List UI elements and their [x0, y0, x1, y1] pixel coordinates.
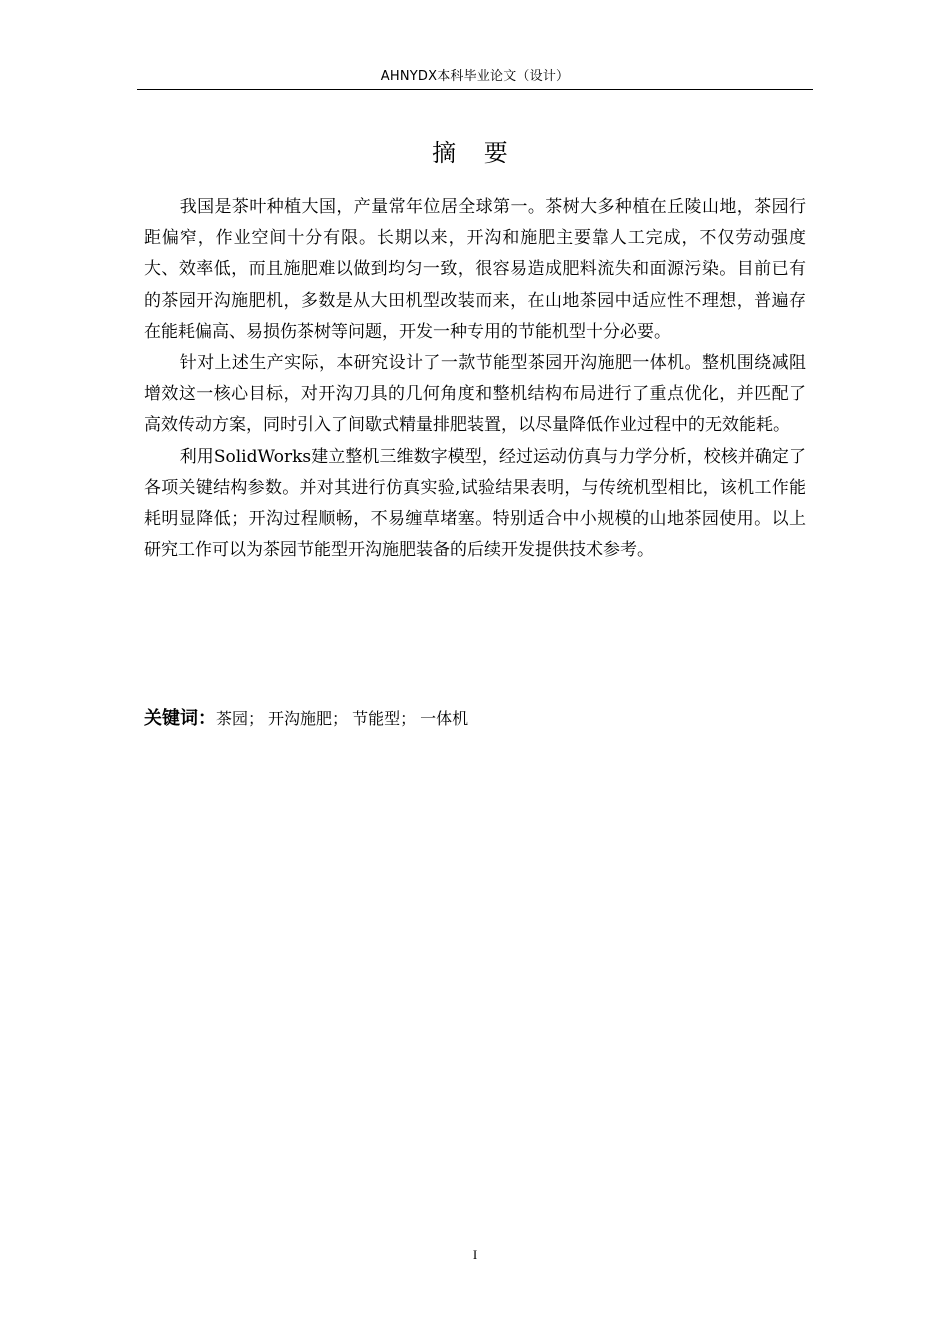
- abstract-title: 摘 要: [432, 139, 518, 167]
- keyword-item: 一体机: [420, 709, 469, 728]
- keyword-item: 开沟施肥: [268, 709, 333, 728]
- abstract-paragraph: 我国是茶叶种植大国，产量常年位居全球第一。茶树大多种植在丘陵山地，茶园行距偏窄，作业空间十分有限。长期以来，开沟和施肥主要靠人工完成，不仅劳动强度大、效率低，而且施肥难以做到均匀一致，很容易造成肥料流失和面源污染。目前已有的茶园开沟施肥机，多数是从大田机型改装而来，在山地茶园中适应性不理想，普遍存在能耗偏高、易损伤茶树等问题，开发一种专用的节能机型十分必要。: [144, 197, 806, 342]
- keywords-line: [144, 704, 806, 734]
- keyword-separator: ；: [248, 709, 265, 728]
- keyword-separator: ；: [332, 709, 349, 728]
- abstract-paragraph: 利用SolidWorks建立整机三维数字模型，经过运动仿真与力学分析，校核并确定了各项关键结构参数。并对其进行仿真实验,试验结果表明，与传统机型相比，该机工作能耗明显降低；开沟过程顺畅，不易缠草堵塞。特别适合中小规模的山地茶园使用。以上研究工作可以为茶园节能型开沟施肥装备的后续开发提供技术参考。: [144, 446, 806, 561]
- abstract-paragraph: 针对上述生产实际，本研究设计了一款节能型茶园开沟施肥一体机。整机围绕减阻增效这一核心目标，对开沟刀具的几何角度和整机结构布局进行了重点优化，并匹配了高效传动方案，同时引入了间歇式精量排肥装置，以尽量降低作业过程中的无效能耗。: [144, 353, 806, 436]
- page-number: I: [472, 1247, 478, 1262]
- header-divider: [137, 89, 813, 90]
- keywords-label: 关键词：: [144, 708, 216, 729]
- keyword-item: 茶园: [216, 709, 249, 728]
- running-header-title: AHNYDX本科毕业论文（设计）: [380, 69, 570, 84]
- abstract-body: [144, 192, 806, 566]
- keyword-separator: ；: [400, 709, 417, 728]
- keyword-item: 节能型: [352, 709, 401, 728]
